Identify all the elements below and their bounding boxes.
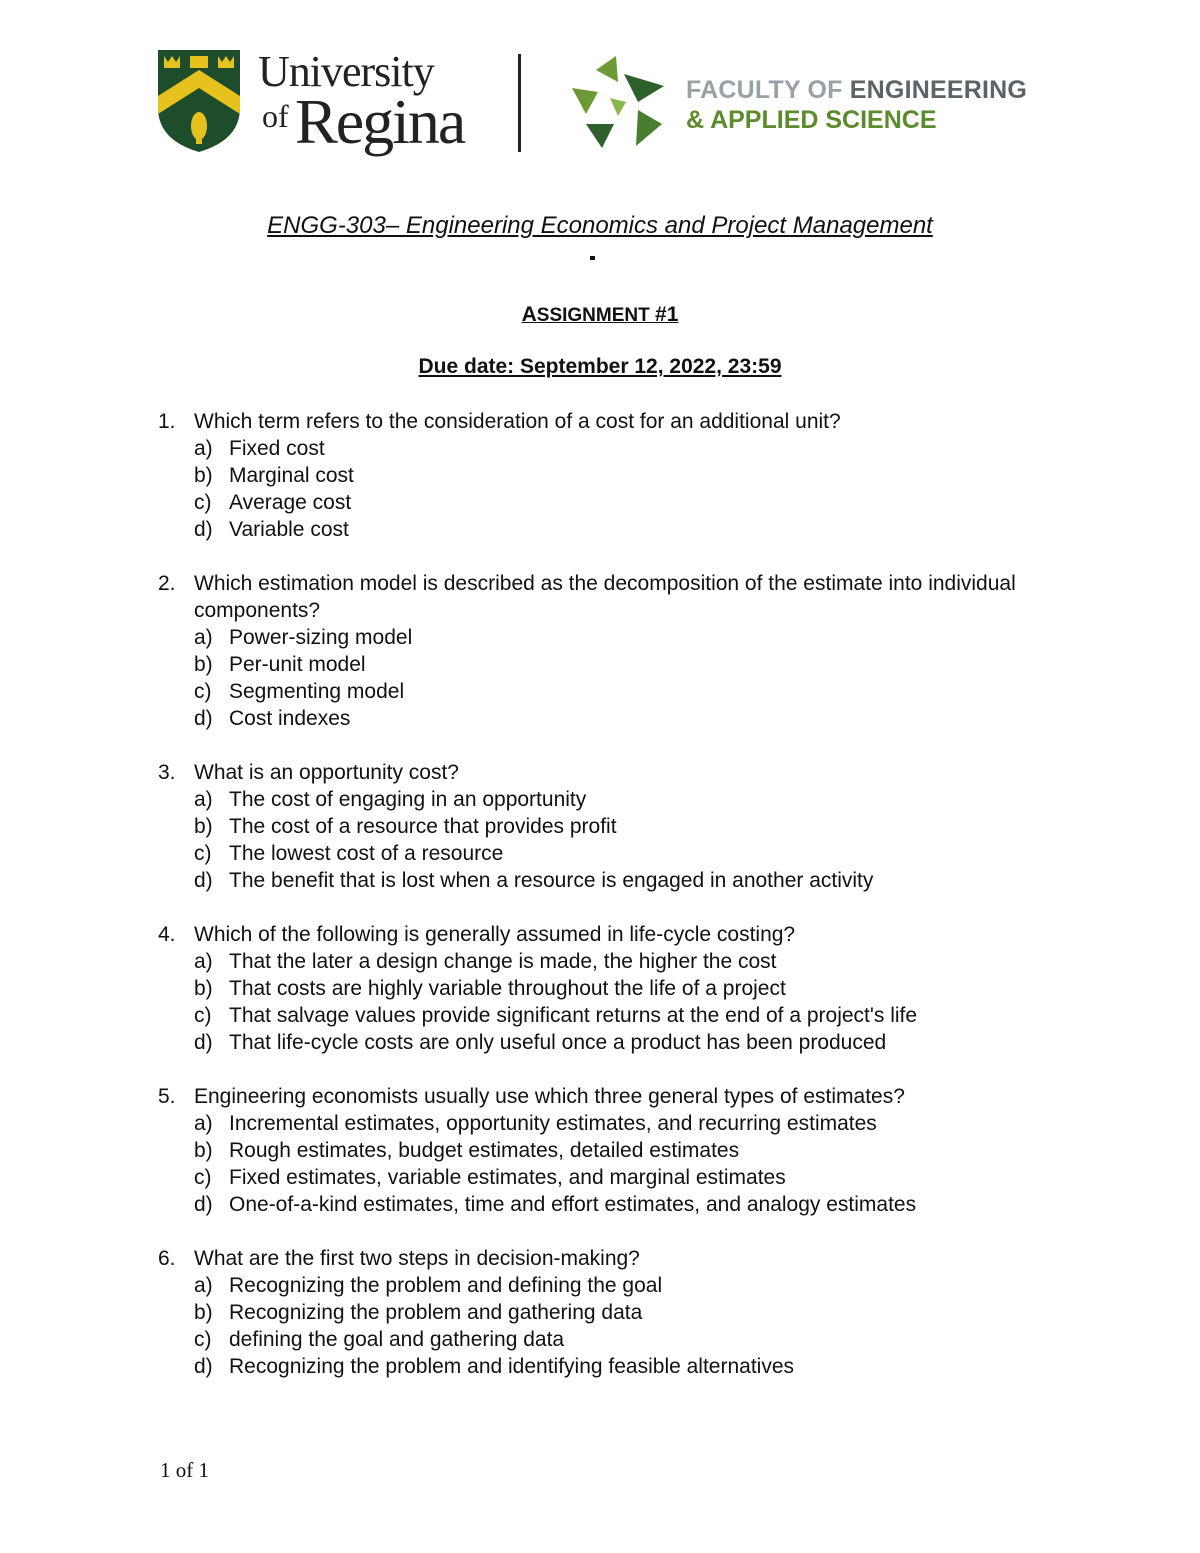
question-text: Which term refers to the consideration of a cost for an additional unit? (194, 410, 841, 433)
page-number: 1 of 1 (160, 1458, 209, 1482)
answer-option (158, 1326, 1038, 1353)
option-letter: b) (194, 653, 213, 676)
option-text: Variable cost (229, 518, 349, 541)
question-stem (158, 1245, 1038, 1272)
answer-option (158, 462, 1038, 489)
option-text: Fixed estimates, variable estimates, and marginal estimates (229, 1166, 786, 1189)
option-text: Average cost (229, 491, 352, 514)
option-text: Rough estimates, budget estimates, detailed estimates (229, 1139, 740, 1162)
option-letter: a) (194, 626, 213, 649)
option-text: Per-unit model (229, 653, 366, 676)
question-number: 5. (158, 1085, 176, 1108)
answer-option (158, 516, 1038, 543)
option-letter: a) (194, 1112, 213, 1135)
option-text: Incremental estimates, opportunity estimates, and recurring estimates (229, 1112, 877, 1135)
question-stem (158, 921, 1038, 948)
option-text: One-of-a-kind estimates, time and effort estimates, and analogy estimates (229, 1193, 917, 1216)
option-letter: a) (194, 437, 213, 460)
option-text: Fixed cost (229, 437, 325, 460)
option-letter: b) (194, 1139, 213, 1162)
answer-option (158, 489, 1038, 516)
option-text: That costs are highly variable throughout the life of a project (229, 977, 786, 1000)
question-item (158, 1245, 1038, 1380)
assignment-word: SSIGNMENT (536, 305, 650, 326)
option-letter: c) (194, 1004, 212, 1027)
course-title: ENGG-303– Engineering Economics and Project Management (267, 212, 933, 239)
assignment-number: #1 (655, 303, 679, 326)
option-letter: c) (194, 680, 212, 703)
answer-option (158, 1164, 1038, 1191)
option-text: The lowest cost of a resource (229, 842, 504, 865)
option-letter: d) (194, 1355, 213, 1378)
option-text: Segmenting model (229, 680, 405, 703)
faculty-logo-icon (566, 52, 670, 152)
university-crest-icon (156, 48, 242, 154)
regina-wordmark: Regina (295, 86, 465, 157)
option-text: Recognizing the problem and gathering data (229, 1301, 643, 1324)
question-number: 2. (158, 572, 176, 595)
answer-option (158, 840, 1038, 867)
engineering-text: ENGINEERING (849, 76, 1028, 104)
option-letter: b) (194, 815, 213, 838)
option-letter: c) (194, 491, 212, 514)
answer-option (158, 1137, 1038, 1164)
answer-option (158, 678, 1038, 705)
option-letter: a) (194, 788, 213, 811)
option-letter: a) (194, 1274, 213, 1297)
decorative-dot (590, 256, 595, 260)
option-text: defining the goal and gathering data (229, 1328, 565, 1351)
option-text: The cost of engaging in an opportunity (229, 788, 587, 811)
answer-option (158, 1191, 1038, 1218)
answer-option (158, 975, 1038, 1002)
option-letter: d) (194, 518, 213, 541)
option-text: Recognizing the problem and identifying feasible alternatives (229, 1355, 795, 1378)
question-text: What is an opportunity cost? (194, 761, 459, 784)
option-letter: a) (194, 950, 213, 973)
answer-option (158, 624, 1038, 651)
answer-option (158, 1110, 1038, 1137)
faculty-of-text: FACULTY OF (686, 76, 843, 104)
answer-option (158, 651, 1038, 678)
option-letter: c) (194, 1328, 212, 1351)
question-item (158, 1083, 1038, 1218)
option-text: Recognizing the problem and defining the goal (229, 1274, 663, 1297)
answer-option (158, 1002, 1038, 1029)
question-item (158, 408, 1038, 543)
answer-option (158, 1353, 1038, 1380)
assignment-heading (0, 303, 1200, 327)
question-stem (158, 1083, 1038, 1110)
answer-option (158, 948, 1038, 975)
option-text: Cost indexes (229, 707, 351, 730)
question-text: What are the first two steps in decision-making? (194, 1247, 640, 1270)
answer-option (158, 1029, 1038, 1056)
question-stem (158, 408, 1038, 435)
option-letter: b) (194, 464, 213, 487)
option-text: That the later a design change is made, the higher the cost (229, 950, 777, 973)
option-letter: d) (194, 869, 213, 892)
question-text: Which estimation model is described as the decomposition of the estimate into individual components? (194, 572, 1016, 622)
option-text: That life-cycle costs are only useful once a product has been produced (229, 1031, 887, 1054)
option-text: Power-sizing model (229, 626, 413, 649)
assignment-first-letter: A (521, 303, 537, 326)
option-text: The benefit that is lost when a resource is engaged in another activity (229, 869, 874, 892)
option-letter: c) (194, 842, 212, 865)
answer-option (158, 813, 1038, 840)
option-letter: b) (194, 977, 213, 1000)
option-letter: d) (194, 707, 213, 730)
question-number: 6. (158, 1247, 176, 1270)
option-text: Marginal cost (229, 464, 354, 487)
answer-option (158, 1272, 1038, 1299)
university-of-wordmark: of (262, 98, 289, 134)
answer-option (158, 705, 1038, 732)
option-text: That salvage values provide significant returns at the end of a project's life (229, 1004, 918, 1027)
question-stem (158, 759, 1038, 786)
question-number: 1. (158, 410, 176, 433)
question-number: 4. (158, 923, 176, 946)
question-number: 3. (158, 761, 176, 784)
question-item (158, 921, 1038, 1056)
answer-option (158, 786, 1038, 813)
due-date: Due date: September 12, 2022, 23:59 (418, 355, 782, 378)
question-item (158, 759, 1038, 894)
answer-option (158, 867, 1038, 894)
question-text: Engineering economists usually use which three general types of estimates? (194, 1085, 905, 1108)
option-letter: b) (194, 1301, 213, 1324)
letterhead (156, 48, 1028, 156)
university-wordmark: University (258, 47, 434, 96)
answer-option (158, 435, 1038, 462)
question-list (158, 408, 1038, 1407)
question-text: Which of the following is generally assumed in life-cycle costing? (194, 923, 796, 946)
faculty-name-line2: & APPLIED SCIENCE (686, 106, 937, 134)
answer-option (158, 1299, 1038, 1326)
option-letter: c) (194, 1166, 212, 1189)
option-letter: d) (194, 1193, 213, 1216)
logo-divider (518, 54, 521, 152)
question-item (158, 570, 1038, 732)
question-stem (158, 570, 1038, 624)
faculty-name-line1 (686, 78, 1027, 103)
option-letter: d) (194, 1031, 213, 1054)
option-text: The cost of a resource that provides profit (229, 815, 617, 838)
